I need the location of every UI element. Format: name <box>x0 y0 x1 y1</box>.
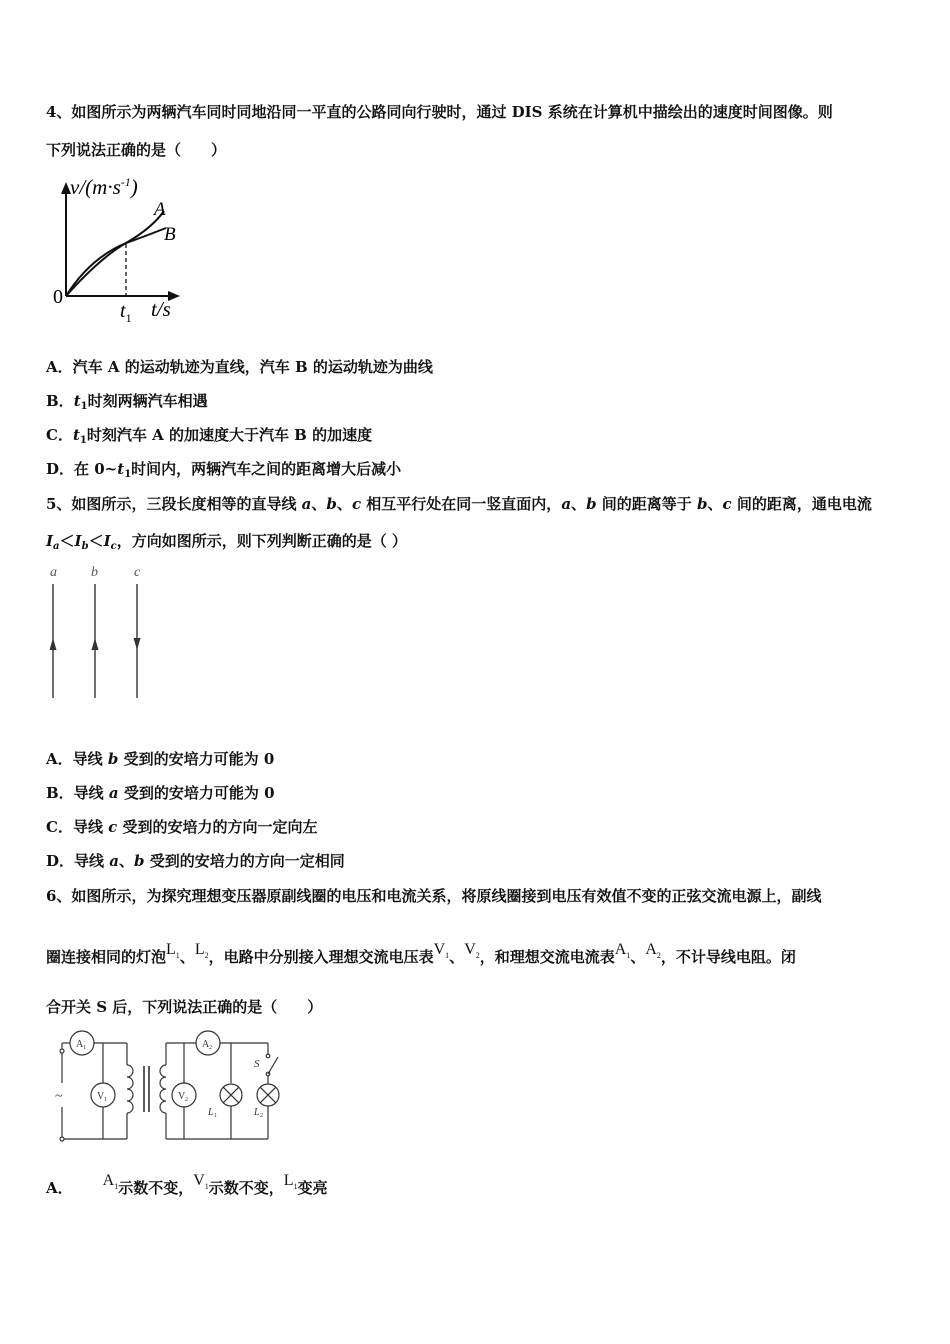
wire-c-label: c <box>134 565 141 580</box>
wire-b-label: b <box>91 565 98 580</box>
curve-a-label: A <box>154 199 166 220</box>
svg-text:L: L <box>254 1107 260 1118</box>
q4-option-d: D．在 $0\sim t_1$时间内，两辆汽车之间的距离增大后减小 <box>46 460 402 480</box>
svg-text:V: V <box>97 1091 105 1102</box>
q4-option-b: B．$t_1$时刻两辆汽车相遇 <box>46 392 208 412</box>
svg-text:V: V <box>178 1091 186 1102</box>
svg-text:2: 2 <box>209 1045 212 1051</box>
svg-text:2: 2 <box>185 1097 188 1103</box>
svg-text:1: 1 <box>83 1045 86 1051</box>
svg-text:1: 1 <box>104 1097 107 1103</box>
q5-wires-figure <box>40 560 160 705</box>
graph-t1-label: $t_1$ <box>120 300 132 325</box>
primary-coil <box>127 1065 133 1113</box>
q4-stem-line1: 4、如图所示为两辆汽车同时同地沿同一平直的公路同向行驶时，通过 DIS 系统在计算机中描绘出的速度时间图像。则 <box>46 103 833 121</box>
q4-option-c: C．$t_1$时刻汽车 A 的加速度大于汽车 B 的加速度 <box>46 426 373 446</box>
svg-text:2: 2 <box>260 1113 263 1119</box>
graph-x-label: t/s <box>151 297 171 321</box>
svg-text:A: A <box>202 1039 210 1050</box>
wire-a-label: a <box>50 565 57 580</box>
svg-text:A: A <box>76 1039 84 1050</box>
svg-text:S: S <box>254 1058 260 1070</box>
q4-stem-line2: 下列说法正确的是（ ） <box>46 141 227 159</box>
q5-option-a: A．导线 b 受到的安培力可能为 0 <box>46 750 275 768</box>
switch-s <box>268 1057 278 1074</box>
q5-stem-line2: $I_a<I_b<I_c$，方向如图所示，则下列判断正确的是（ ） <box>46 532 407 552</box>
q5-option-c: C．导线 c 受到的安培力的方向一定向左 <box>46 818 318 836</box>
q5-option-d: D．导线 a、b 受到的安培力的方向一定相同 <box>46 852 345 870</box>
q6-option-a: A． $A_1$示数不变，$V_1$示数不变，$L_1$变亮 <box>46 1172 328 1197</box>
svg-text:~: ~ <box>55 1089 63 1104</box>
graph-y-label: $v/(m\cdot s^{-1})$ <box>70 175 138 199</box>
q4-option-a: A．汽车 A 的运动轨迹为直线，汽车 B 的运动轨迹为曲线 <box>46 358 433 376</box>
q6-stem-line2: 圈连接相同的灯泡$L_1$、$L_2$，电路中分别接入理想交流电压表$V_1$、$V_2$，和理想交流电流表$A_1$、$A_2$，不计导线电阻。闭 <box>46 941 796 966</box>
curve-a <box>66 211 164 296</box>
q6-stem-line3: 合开关 S 后，下列说法正确的是（ ） <box>46 998 323 1016</box>
q5-option-b: B．导线 a 受到的安培力可能为 0 <box>46 784 275 802</box>
svg-text:1: 1 <box>214 1113 217 1119</box>
q4-velocity-time-graph <box>40 168 240 328</box>
secondary-coil <box>160 1065 166 1113</box>
q5-stem-line1: 5、如图所示，三段长度相等的直导线 a、b、c 相互平行处在同一竖直面内，a、b 间的距离等于 b、c 间的距离，通电电流 <box>46 495 872 513</box>
curve-b-label: B <box>164 224 176 245</box>
svg-text:L: L <box>208 1107 214 1118</box>
q6-transformer-circuit <box>46 1028 306 1153</box>
graph-origin-label: 0 <box>53 286 63 308</box>
curve-b <box>66 228 166 296</box>
q6-stem-line1: 6、如图所示，为探究理想变压器原副线圈的电压和电流关系，将原线圈接到电压有效值不变的正弦交流电源上，副线 <box>46 887 822 905</box>
